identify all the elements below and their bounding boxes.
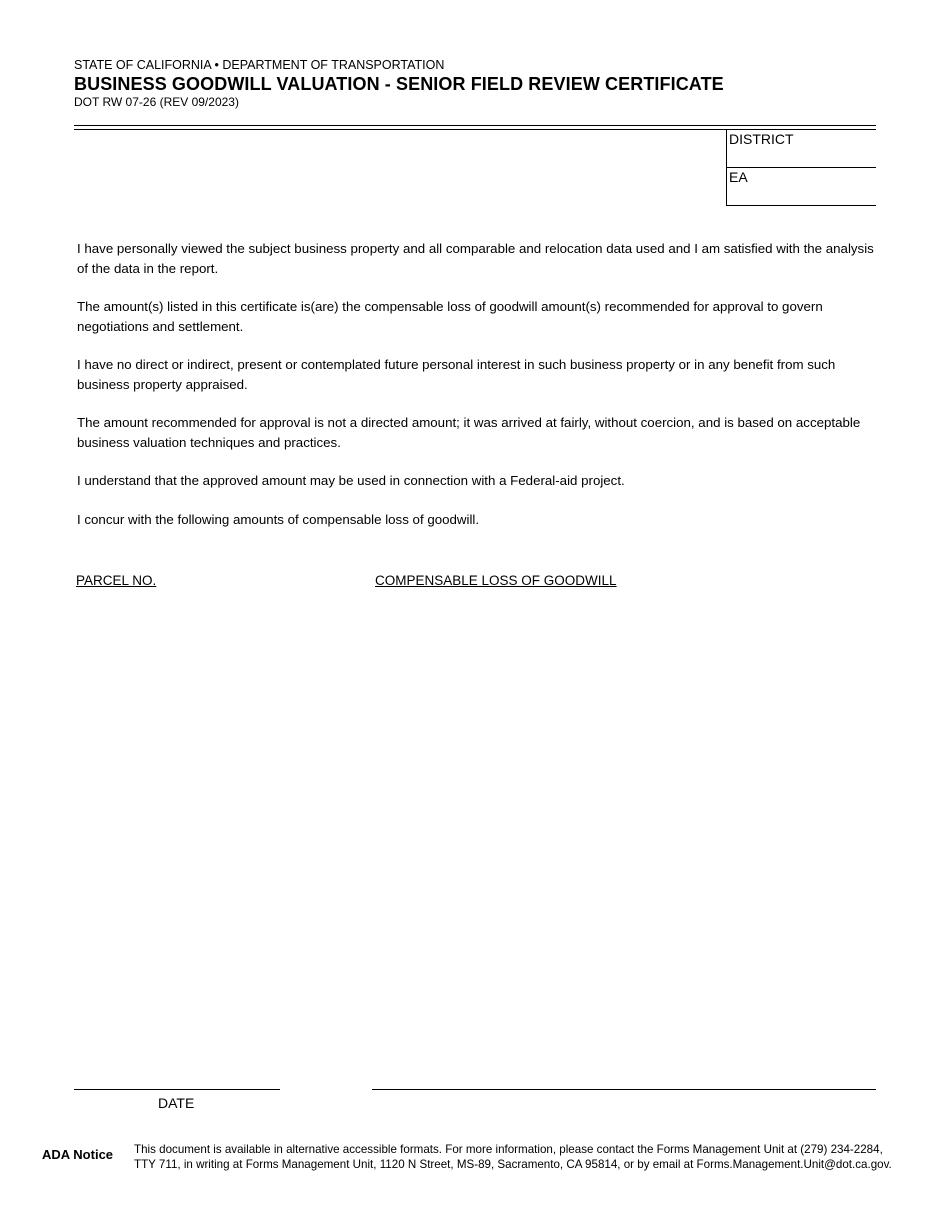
header-rule-bottom [74, 129, 876, 130]
signature-input[interactable] [372, 1068, 880, 1090]
certification-paragraph: I concur with the following amounts of compensable loss of goodwill. [77, 512, 480, 527]
ada-notice-title: ADA Notice [42, 1147, 114, 1162]
agency-name: STATE OF CALIFORNIA • DEPARTMENT OF TRANSPORTATION [74, 58, 445, 72]
certification-paragraph: The amount(s) listed in this certificate is(are) the compensable loss of goodwill amount(s) recommended for approval to govern negotiations and settlement. [77, 299, 823, 334]
ada-notice-line: This document is available in alternative accessible formats. For more information, please contact the Forms Management Unit at (279) 234-2284, [134, 1143, 883, 1156]
ada-notice-text [134, 1142, 934, 1172]
goodwill-amount-entry-area[interactable] [375, 598, 879, 1072]
ada-notice-line: TTY 711, in writing at Forms Management Unit, 1120 N Street, MS-89, Sacramento, CA 95814, or by email at Forms.Management.Unit@dot.ca.gov. [134, 1158, 892, 1171]
date-input[interactable] [74, 1068, 284, 1090]
form-title: BUSINESS GOODWILL VALUATION - SENIOR FIELD REVIEW CERTIFICATE [74, 74, 724, 94]
certification-paragraph: I understand that the approved amount may be used in connection with a Federal-aid project. [77, 473, 625, 488]
goodwill-amount-header: COMPENSABLE LOSS OF GOODWILL [375, 573, 617, 588]
ea-label: EA [729, 169, 748, 185]
date-line [74, 1089, 280, 1090]
header-rule-top [74, 125, 876, 126]
signature-line [372, 1089, 876, 1090]
ea-field-line [726, 205, 876, 206]
date-label: DATE [158, 1095, 195, 1111]
certification-paragraph: I have no direct or indirect, present or contemplated future personal interest in such business property or in any benefit from such business property appraised. [77, 357, 836, 392]
district-label: DISTRICT [729, 131, 794, 147]
district-input[interactable] [728, 148, 878, 168]
parcel-no-entry-area[interactable] [76, 598, 370, 1072]
parcel-no-header: PARCEL NO. [76, 573, 157, 588]
ea-input[interactable] [728, 186, 878, 206]
certification-paragraph: The amount recommended for approval is not a directed amount; it was arrived at fairly, without coercion, and is based on acceptable business valuation techniques and practices. [77, 415, 861, 450]
form-number: DOT RW 07-26 (REV 09/2023) [74, 95, 239, 109]
certification-paragraph: I have personally viewed the subject business property and all comparable and relocation data used and I am satisfied with the analysis of the data in the report. [77, 241, 874, 276]
district-field-line [726, 167, 876, 168]
